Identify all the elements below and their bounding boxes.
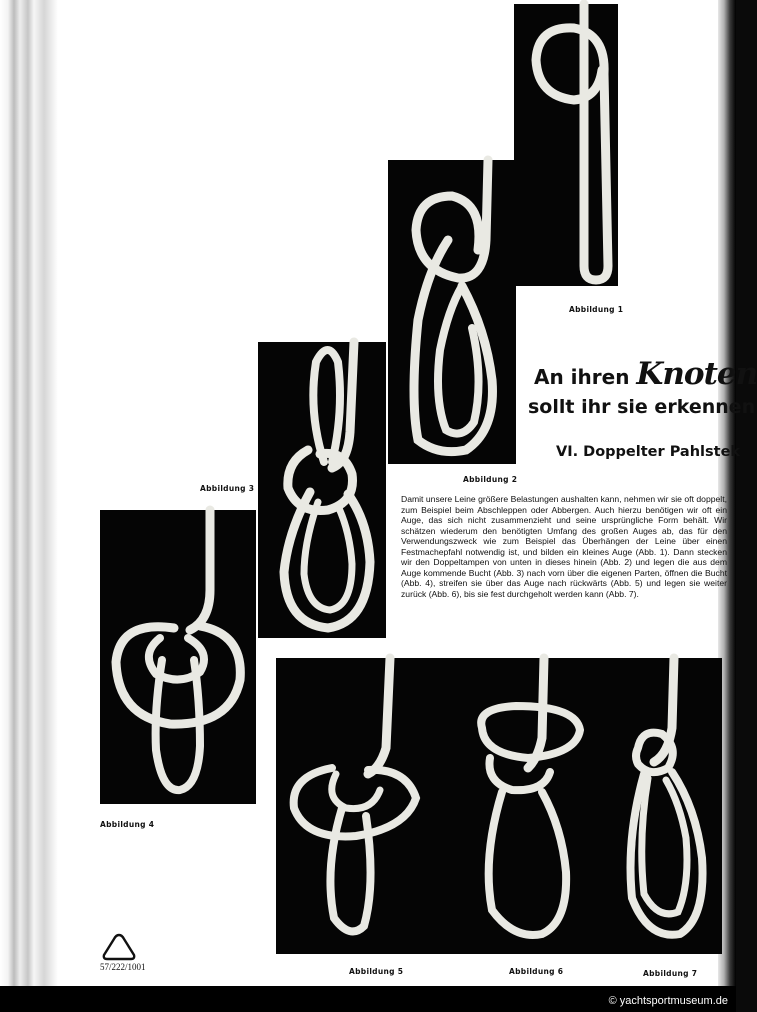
figure-6-caption: Abbildung 6 bbox=[509, 967, 564, 976]
rope-loop-illustration bbox=[388, 160, 516, 464]
book-binding bbox=[0, 0, 58, 1012]
article-title-line1 bbox=[534, 356, 757, 392]
figure-2-photo bbox=[388, 160, 516, 464]
article-title-line2: sollt ihr sie erkennen bbox=[528, 396, 756, 418]
title-script-word: Knoten bbox=[636, 356, 757, 392]
copyright-notice: © yachtsportmuseum.de bbox=[608, 995, 728, 1007]
figure-3-caption: Abbildung 3 bbox=[200, 484, 255, 493]
figure-1-caption: Abbildung 1 bbox=[569, 305, 624, 314]
figure-1-photo bbox=[514, 4, 618, 286]
figure-7-caption: Abbildung 7 bbox=[643, 969, 698, 978]
triangle-logo-icon bbox=[100, 932, 138, 962]
rope-knots-illustration bbox=[276, 658, 722, 954]
figures-5-6-7-photo bbox=[276, 658, 722, 954]
figure-4-caption: Abbildung 4 bbox=[100, 820, 155, 829]
article-body: Damit unsere Leine größere Belastungen aushalten kann, nehmen wir sie oft doppelt, zum Beispiel beim Abschleppen oder Abbergen. Auch hierzu benötigen wir oft ein Auge, das sich nicht zusammenzieht und seine ursprüngliche Form behält. Wir schätzen wiederum den benötigten Umfang des großen Auges ab, das für den Verwendungszweck wie zum Beispiel das Überhängen der Leine über einen Festmachepfahl notwendig ist, und bilden ein kleines Auge (Abb. 1). Dann stecken wir den Doppeltampen von unten in dieses hinein (Abb. 2) und legen die aus dem Auge kommende Bucht (Abb. 3) nach vorn über die eigenen Parten, öffnen die Bucht (Abb. 4), streifen sie über das Auge nach rückwärts (Abb. 5) und legen sie weiter zurück (Abb. 6), bis sie fest durchgeholt werden kann (Abb. 7). bbox=[401, 494, 727, 599]
article-subtitle: VI. Doppelter Pahlstek bbox=[556, 444, 741, 460]
title-prefix: An ihren bbox=[534, 365, 630, 389]
page-number: 57/222/1001 bbox=[100, 962, 146, 972]
rope-knot-illustration bbox=[258, 342, 386, 638]
figure-3-photo bbox=[258, 342, 386, 638]
rope-knot-illustration bbox=[100, 510, 256, 804]
figure-5-caption: Abbildung 5 bbox=[349, 967, 404, 976]
rope-loop-illustration bbox=[514, 4, 618, 286]
figure-4-photo bbox=[100, 510, 256, 804]
figure-2-caption: Abbildung 2 bbox=[463, 475, 518, 484]
